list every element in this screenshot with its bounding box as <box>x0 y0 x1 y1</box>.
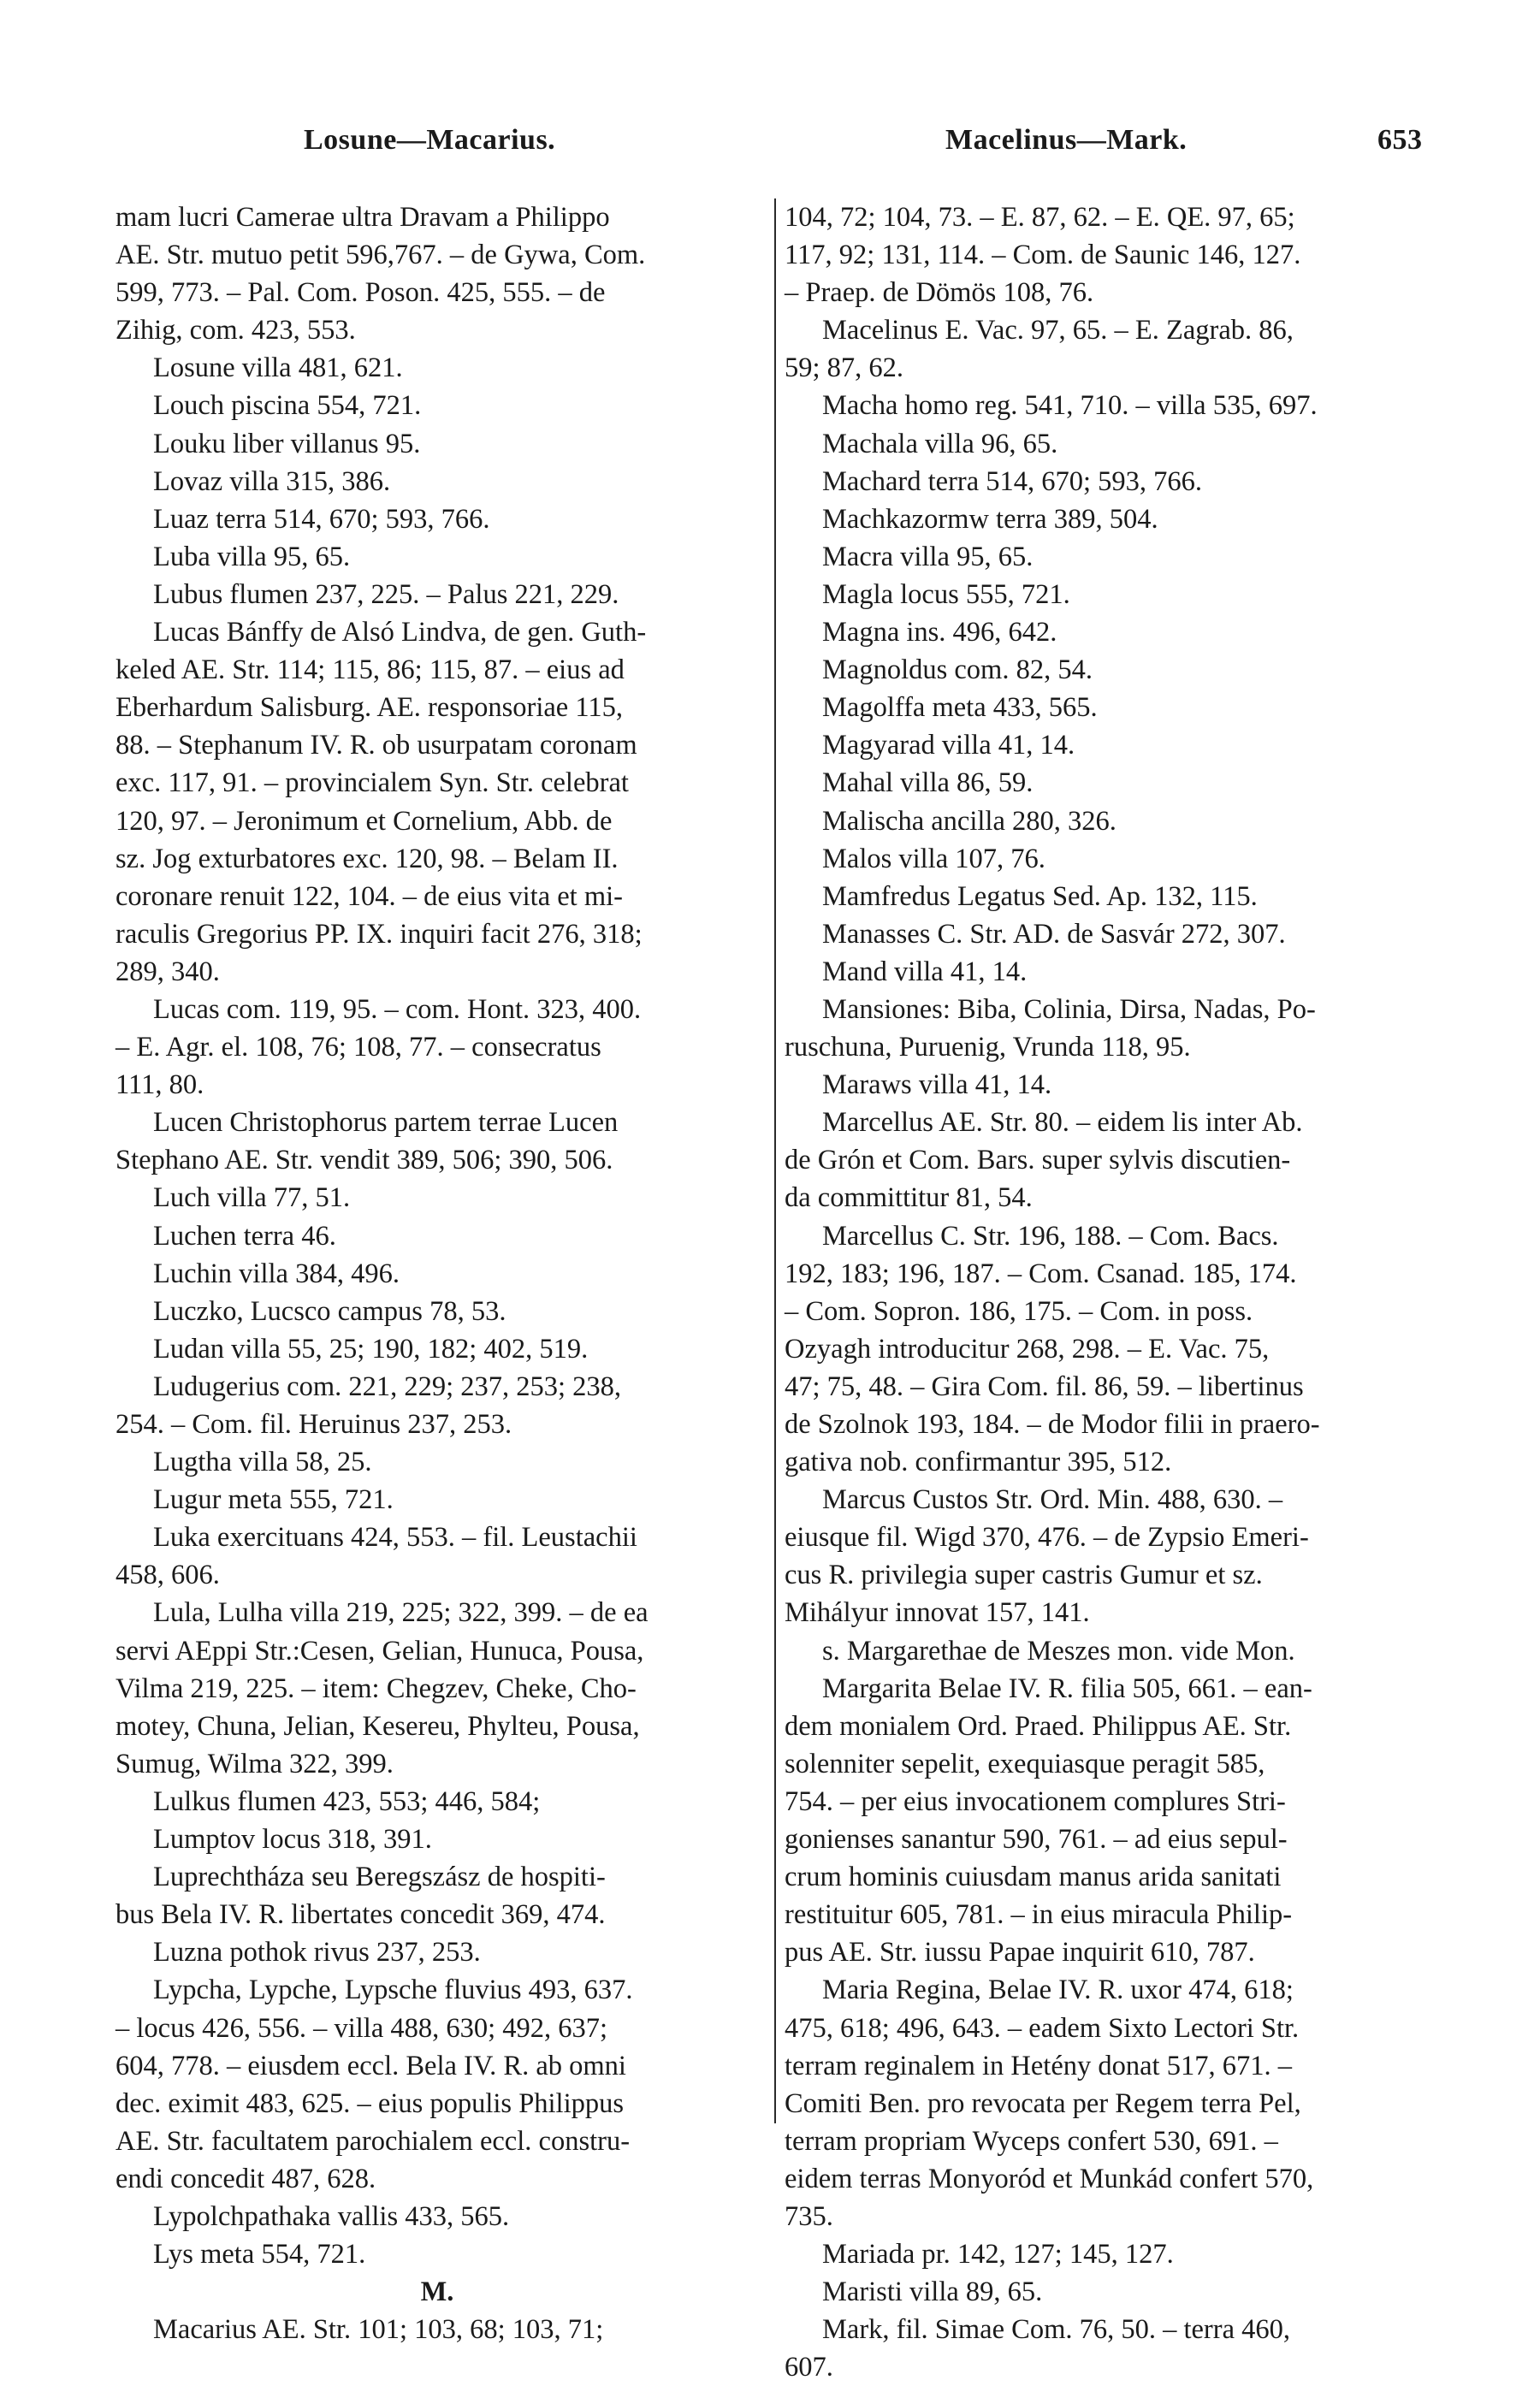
index-line: Luch villa 77, 51. <box>153 1182 351 1214</box>
index-line: 475, 618; 496, 643. – eadem Sixto Lectori Str. <box>785 2012 1300 2044</box>
index-line: Magnoldus com. 82, 54. <box>822 654 1093 686</box>
index-line: Macelinus E. Vac. 97, 65. – E. Zagrab. 86, <box>822 315 1294 346</box>
index-line: – Com. Sopron. 186, 175. – Com. in poss. <box>785 1295 1253 1327</box>
index-line: Lypolchpathaka vallis 433, 565. <box>153 2200 510 2232</box>
index-line: sz. Jog exturbatores exc. 120, 98. – Belam II. <box>116 843 619 874</box>
index-line: Magla locus 555, 721. <box>822 578 1070 610</box>
index-line: cus R. privilegia super castris Gumur et sz. <box>785 1560 1263 1591</box>
index-line: Zihig, com. 423, 553. <box>116 315 356 346</box>
index-line: gonienses sanantur 590, 761. – ad eius sepul- <box>785 1824 1288 1856</box>
index-line: restituitur 605, 781. – in eius miracula Philip- <box>785 1899 1293 1931</box>
index-line: ruschuna, Puruenig, Vrunda 118, 95. <box>785 1032 1191 1063</box>
index-line: Malischa ancilla 280, 326. <box>822 805 1116 837</box>
index-line: Macra villa 95, 65. <box>822 541 1034 572</box>
index-line: Luczko, Lucsco campus 78, 53. <box>153 1295 506 1327</box>
index-line: 458, 606. <box>116 1560 220 1591</box>
index-line: motey, Chuna, Jelian, Kesereu, Phylteu, Pousa, <box>116 1710 640 1742</box>
index-line: Luprechtháza seu Beregszász de hospiti- <box>153 1862 606 1893</box>
index-line: Machard terra 514, 670; 593, 766. <box>822 465 1203 497</box>
index-line: pus AE. Str. iussu Papae inquirit 610, 787. <box>785 1937 1255 1969</box>
index-line: 604, 778. – eiusdem eccl. Bela IV. R. ab omni <box>116 2050 626 2081</box>
index-line: Comiti Ben. pro revocata per Regem terra Pel, <box>785 2087 1301 2119</box>
index-line: Luaz terra 514, 670; 593, 766. <box>153 503 490 535</box>
right-column <box>785 198 1430 2386</box>
index-line: Eberhardum Salisburg. AE. responsoriae 115, <box>116 692 624 724</box>
index-line: 289, 340. <box>116 956 220 987</box>
index-line: Ludugerius com. 221, 229; 237, 253; 238, <box>153 1371 622 1402</box>
running-head-left: Losune—Macarius. <box>304 124 556 156</box>
index-line: Luba villa 95, 65. <box>153 541 351 572</box>
index-line: de Szolnok 193, 184. – de Modor filii in praero- <box>785 1409 1320 1440</box>
index-line: Magna ins. 496, 642. <box>822 617 1057 648</box>
index-line: Louku liber villanus 95. <box>153 428 421 459</box>
index-line: Losune villa 481, 621. <box>153 352 403 384</box>
index-line: s. Margarethae de Meszes mon. vide Mon. <box>822 1635 1295 1667</box>
index-line: – locus 426, 556. – villa 488, 630; 492, 637; <box>116 2012 608 2044</box>
index-line: AE. Str. facultatem parochialem eccl. constru- <box>116 2125 631 2157</box>
index-line: Mansiones: Biba, Colinia, Dirsa, Nadas, Po- <box>822 993 1316 1025</box>
index-line: Luchen terra 46. <box>153 1220 336 1252</box>
index-line: Maraws villa 41, 14. <box>822 1069 1052 1101</box>
index-line: exc. 117, 91. – provincialem Syn. Str. celebrat <box>116 767 629 799</box>
index-line: 88. – Stephanum IV. R. ob usurpatam coronam <box>116 730 637 761</box>
index-line: Lugtha villa 58, 25. <box>153 1447 372 1478</box>
index-line: keled AE. Str. 114; 115, 86; 115, 87. – eius ad <box>116 654 625 686</box>
index-line: 754. – per eius invocationem complures Stri- <box>785 1785 1286 1817</box>
index-line: raculis Gregorius PP. IX. inquiri facit 276, 318; <box>116 918 643 950</box>
index-line: Macha homo reg. 541, 710. – villa 535, 697. <box>822 390 1318 422</box>
index-line: Mariada pr. 142, 127; 145, 127. <box>822 2239 1174 2271</box>
index-line: 192, 183; 196, 187. – Com. Csanad. 185, 174. <box>785 1258 1297 1289</box>
index-line: terram reginalem in Hetény donat 517, 671. – <box>785 2050 1292 2081</box>
index-line: Louch piscina 554, 721. <box>153 390 422 422</box>
index-line: Mark, fil. Simae Com. 76, 50. – terra 460, <box>822 2314 1290 2346</box>
index-line: endi concedit 487, 628. <box>116 2163 376 2194</box>
index-line: Marcellus AE. Str. 80. – eidem lis inter Ab. <box>822 1107 1303 1139</box>
index-line: eiusque fil. Wigd 370, 476. – de Zypsio Emeri- <box>785 1522 1309 1554</box>
index-line: gativa nob. confirmantur 395, 512. <box>785 1447 1172 1478</box>
index-line: 59; 87, 62. <box>785 352 904 384</box>
index-line: 104, 72; 104, 73. – E. 87, 62. – E. QE. 97, 65; <box>785 202 1295 233</box>
index-line: dec. eximit 483, 625. – eius populis Philippus <box>116 2087 625 2119</box>
index-line: 599, 773. – Pal. Com. Poson. 425, 555. – de <box>116 277 606 309</box>
running-head-right: Macelinus—Mark. <box>945 124 1188 156</box>
index-line: Mand villa 41, 14. <box>822 956 1028 987</box>
index-line: coronare renuit 122, 104. – de eius vita et mi- <box>116 880 623 912</box>
index-line: – Praep. de Dömös 108, 76. <box>785 277 1094 309</box>
index-line: 117, 92; 131, 114. – Com. de Saunic 146, 127. <box>785 240 1301 271</box>
index-line: Macarius AE. Str. 101; 103, 68; 103, 71; <box>153 2314 604 2346</box>
index-line: 607. <box>785 2352 833 2383</box>
index-line: solenniter sepelit, exequiasque peragit 585, <box>785 1748 1265 1779</box>
index-line: 120, 97. – Jeronimum et Cornelium, Abb. de <box>116 805 613 837</box>
index-line: 111, 80. <box>116 1069 204 1101</box>
index-line: Lovaz villa 315, 386. <box>153 465 391 497</box>
index-line: 254. – Com. fil. Heruinus 237, 253. <box>116 1409 512 1440</box>
index-line: Sumug, Wilma 322, 399. <box>116 1748 394 1779</box>
index-line: Lugur meta 555, 721. <box>153 1484 394 1516</box>
index-line: bus Bela IV. R. libertates concedit 369, 474. <box>116 1899 606 1931</box>
page-number: 653 <box>1377 124 1423 156</box>
index-line: Mahal villa 86, 59. <box>822 767 1034 799</box>
index-line: Magolffa meta 433, 565. <box>822 692 1098 724</box>
index-line: – E. Agr. el. 108, 76; 108, 77. – consecratus <box>116 1032 601 1063</box>
index-line: Lucen Christophorus partem terrae Lucen <box>153 1107 619 1139</box>
index-line: Maria Regina, Belae IV. R. uxor 474, 618; <box>822 1975 1294 2006</box>
index-line: Stephano AE. Str. vendit 389, 506; 390, 506. <box>116 1145 613 1176</box>
index-line: Lula, Lulha villa 219, 225; 322, 399. – de ea <box>153 1597 649 1629</box>
index-line: Machkazormw terra 389, 504. <box>822 503 1158 535</box>
section-letter-heading: M. <box>420 2276 454 2308</box>
index-line: 735. <box>785 2200 833 2232</box>
index-line: Vilma 219, 225. – item: Chegzev, Cheke, Cho- <box>116 1673 637 1704</box>
index-line: Lucas Bánffy de Alsó Lindva, de gen. Guth- <box>153 617 647 648</box>
index-line: Lucas com. 119, 95. – com. Hont. 323, 400. <box>153 993 642 1025</box>
index-line: Lys meta 554, 721. <box>153 2239 366 2271</box>
left-column <box>116 198 759 2348</box>
index-line: terram propriam Wyceps confert 530, 691. – <box>785 2125 1278 2157</box>
index-line: Lubus flumen 237, 225. – Palus 221, 229. <box>153 578 619 610</box>
index-line: Mihályur innovat 157, 141. <box>785 1597 1090 1629</box>
index-line: Lulkus flumen 423, 553; 446, 584; <box>153 1785 541 1817</box>
index-line: Magyarad villa 41, 14. <box>822 730 1075 761</box>
index-line: dem monialem Ord. Praed. Philippus AE. Str. <box>785 1710 1292 1742</box>
index-line: Luchin villa 384, 496. <box>153 1258 400 1289</box>
index-line: Luzna pothok rivus 237, 253. <box>153 1937 481 1969</box>
index-line: eidem terras Monyoród et Munkád confert 570, <box>785 2163 1314 2194</box>
index-line: de Grón et Com. Bars. super sylvis discutien- <box>785 1145 1291 1176</box>
index-line: Manasses C. Str. AD. de Sasvár 272, 307. <box>822 918 1286 950</box>
index-line: Ludan villa 55, 25; 190, 182; 402, 519. <box>153 1333 589 1365</box>
index-line: Lypcha, Lypche, Lypsche fluvius 493, 637. <box>153 1975 633 2006</box>
index-line: da committitur 81, 54. <box>785 1182 1033 1214</box>
index-line: AE. Str. mutuo petit 596,767. – de Gywa, Com. <box>116 240 646 271</box>
index-line: 47; 75, 48. – Gira Com. fil. 86, 59. – libertinus <box>785 1371 1304 1402</box>
index-line: Mamfredus Legatus Sed. Ap. 132, 115. <box>822 880 1258 912</box>
index-line: servi AEppi Str.:Cesen, Gelian, Hunuca, Pousa, <box>116 1635 644 1667</box>
index-line: Malos villa 107, 76. <box>822 843 1045 874</box>
index-line: mam lucri Camerae ultra Dravam a Philippo <box>116 202 610 233</box>
column-divider <box>774 198 776 2123</box>
index-line: Luka exercituans 424, 553. – fil. Leustachii <box>153 1522 637 1554</box>
index-line: Lumptov locus 318, 391. <box>153 1824 432 1856</box>
index-line: Marcellus C. Str. 196, 188. – Com. Bacs. <box>822 1220 1279 1252</box>
index-line: Ozyagh introducitur 268, 298. – E. Vac. 75, <box>785 1333 1270 1365</box>
index-line: Machala villa 96, 65. <box>822 428 1058 459</box>
index-line: Marcus Custos Str. Ord. Min. 488, 630. – <box>822 1484 1283 1516</box>
index-line: crum hominis cuiusdam manus arida sanitati <box>785 1862 1282 1893</box>
index-line: Maristi villa 89, 65. <box>822 2276 1043 2308</box>
index-line: Margarita Belae IV. R. filia 505, 661. – ean- <box>822 1673 1312 1704</box>
